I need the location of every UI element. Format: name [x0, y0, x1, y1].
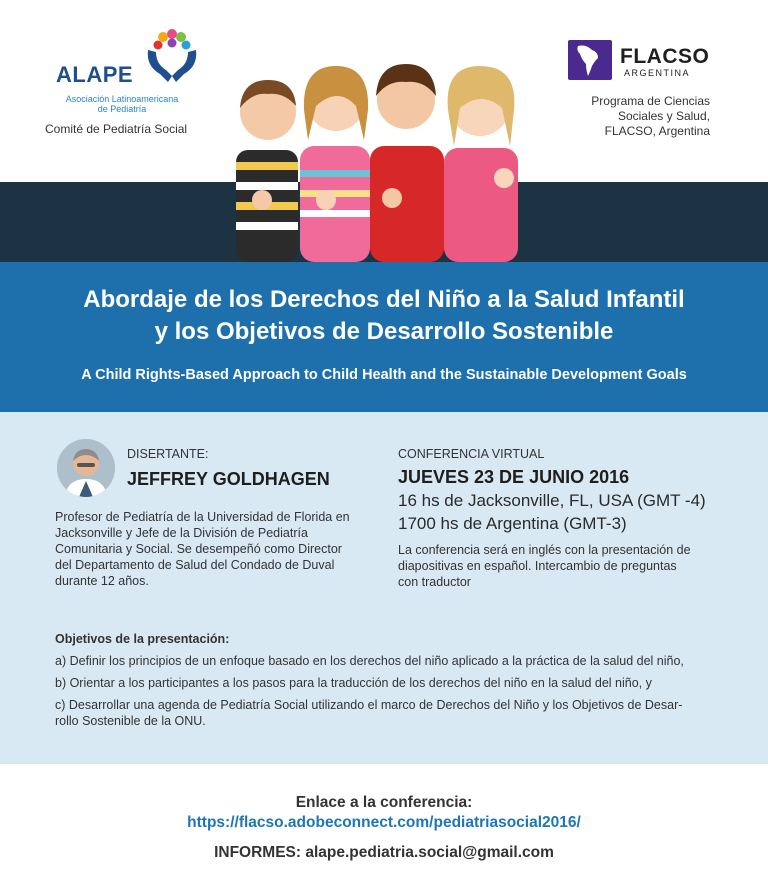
header — [0, 0, 768, 262]
flacso-program: Programa de Ciencias Sociales y Salud, FLACSO, Argentina — [591, 94, 710, 138]
objective-c: c) Desarrollar una agenda de Pediatría Social utilizando el marco de Derechos del Niño y los Objetivos de Desar- rollo Sostenible de la ONU. — [55, 698, 683, 728]
conference-type: CONFERENCIA VIRTUAL — [398, 447, 545, 461]
speaker-avatar-icon — [57, 439, 115, 497]
contact-info: INFORMES: alape.pediatria.social@gmail.com — [214, 844, 554, 861]
speaker-bio: Profesor de Pediatría de la Universidad de Florida en Jacksonville y Jefe de la División de Pediatría Comunitaria y Social. Se desempeñó como Director del Departamento de Salud del Condado de Duval durante 12 años. — [55, 510, 350, 588]
footer — [0, 764, 768, 892]
objective-b: b) Orientar a los participantes a los pasos para la traducción de los derechos del niño en la salud del niño, y — [55, 676, 652, 690]
conference-time-argentina: 1700 hs de Argentina (GMT-3) — [398, 514, 627, 533]
children-photo — [228, 50, 548, 262]
speaker-label: DISERTANTE: — [127, 447, 209, 461]
objectives-title: Objetivos de la presentación: — [55, 632, 230, 646]
alape-name: ALAPE — [56, 62, 134, 87]
alape-hands-icon — [142, 24, 202, 88]
title-spanish: Abordaje de los Derechos del Niño a la Salud Infantil y los Objetivos de Desarrollo Sostenible — [83, 286, 685, 345]
conference-link-label: Enlace a la conferencia: — [295, 794, 473, 811]
title-english: A Child Rights-Based Approach to Child Health and the Sustainable Development Goals — [81, 367, 687, 383]
objective-a: a) Definir los principios de un enfoque basado en los derechos del niño aplicado a la práctica de la salud del niño, — [55, 654, 684, 668]
objectives — [55, 632, 735, 735]
conference-date: JUEVES 23 DE JUNIO 2016 — [398, 467, 630, 487]
conference-time-usa: 16 hs de Jacksonville, FL, USA (GMT -4) — [398, 491, 706, 510]
title-band — [0, 262, 768, 412]
alape-subtitle: Asociación Latinoamericana de Pediatría — [65, 94, 179, 114]
speaker-name: JEFFREY GOLDHAGEN — [127, 469, 330, 489]
conference-link[interactable]: https://flacso.adobeconnect.com/pediatriasocial2016/ — [187, 814, 581, 831]
conference-note: La conferencia será en inglés con la presentación de diapositivas en español. Intercambio de preguntas con traductor — [398, 543, 691, 589]
flacso-country: ARGENTINA — [624, 68, 691, 78]
flacso-map-icon — [568, 40, 612, 80]
flacso-name: FLACSO — [620, 45, 710, 68]
alape-committee: Comité de Pediatría Social — [45, 122, 188, 136]
speaker-photo — [57, 439, 115, 497]
info-section — [0, 412, 768, 764]
